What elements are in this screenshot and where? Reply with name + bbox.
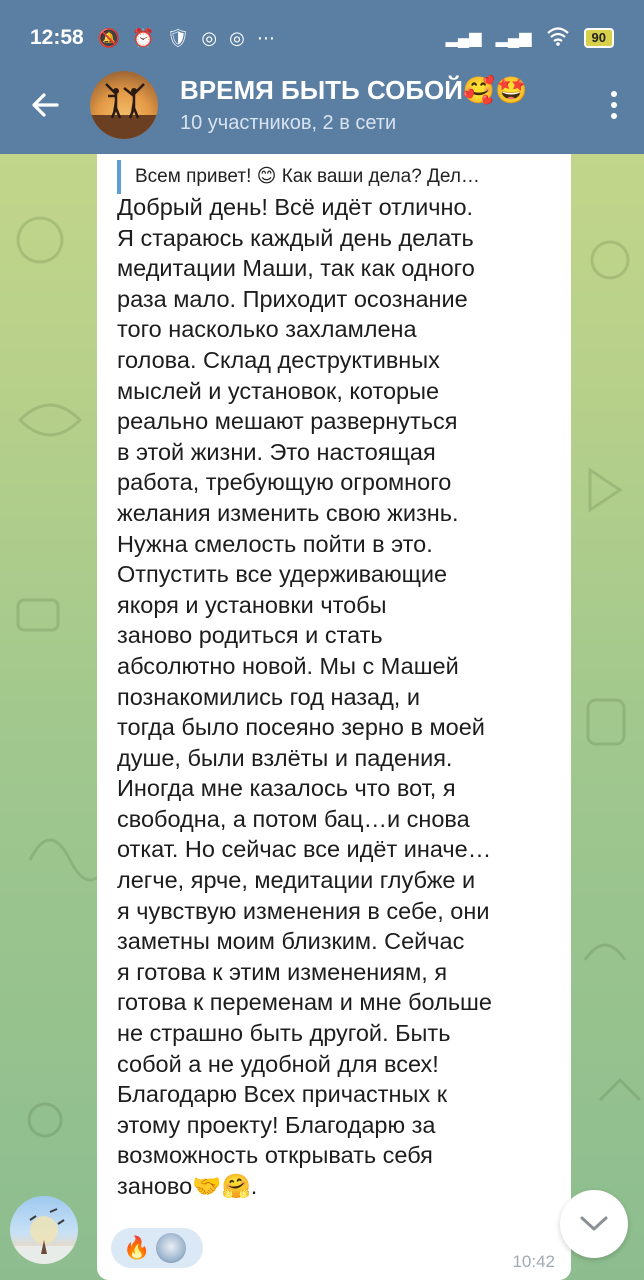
mute-icon: 🔕: [97, 27, 121, 48]
arrow-left-icon: [30, 90, 60, 120]
alarm-icon: ⏰: [132, 27, 155, 48]
more-menu-button[interactable]: [584, 91, 644, 119]
scroll-down-button[interactable]: [560, 1190, 628, 1258]
status-notification-icons: [98, 28, 275, 49]
chevron-down-icon: [578, 1214, 610, 1234]
chat-title: ВРЕМЯ БЫТЬ СОБОЙ🥰🤩: [180, 75, 528, 105]
message-time: 10:42: [512, 1252, 555, 1271]
sender-avatar[interactable]: [10, 1196, 78, 1264]
fire-reaction-icon: 🔥: [123, 1235, 151, 1260]
shield-icon: 🛡: [166, 27, 190, 48]
more-notifications-icon: ⋯: [256, 27, 275, 48]
reply-preview[interactable]: Всем привет! 😊 Как ваши дела? Дел…: [117, 160, 561, 194]
message-text: Добрый день! Всё идёт отлично. Я стараюсь каждый день делать медитации Маши, так как одного раза мало. Приходит осознание того насколько захламлена голова. Склад деструктивных мыслей и установок, которые реально мешают развернуться в этой жизни. Это настоящая работа, требующую огромного желания изменить свою жизнь. Нужна смелость пойти в это. Отпустить все удерживающие якоря и установки чтобы заново родиться и стать абсолютно новой. Мы с Машей познакомились год назад, и тогда было посеяно зерно в моей душе, были взлёты и падения. Иногда мне казалось что вот, я свободна, а потом бац…и снова откат. Но сейчас все идёт иначе… легче, ярче, медитации глубже и я чувствую изменения в себе, они заметны моим близким. Сейчас я готова к этим изменениям, я готова к переменам и мне больше не страшно быть другой. Быть собой а не удобной для всех! Благодарю Всех причастных к этому проекту! Благодарю за возможность открывать себя заново🤝🤗.: [117, 194, 492, 1199]
message-bubble[interactable]: [97, 154, 571, 1280]
reaction-badge[interactable]: [111, 1228, 203, 1268]
instagram-icon: ◎: [229, 27, 245, 48]
more-vertical-icon: [611, 91, 617, 97]
more-vertical-icon-dot: [611, 113, 617, 119]
chat-title-block[interactable]: [180, 75, 584, 135]
wifi-icon: [546, 26, 570, 51]
back-button[interactable]: [0, 56, 90, 154]
chat-header: [0, 56, 644, 154]
group-avatar[interactable]: [90, 71, 158, 139]
reactor-avatar: [156, 1233, 186, 1263]
signal-icon: ▂▄▆: [445, 30, 482, 47]
status-time: 12:58: [30, 26, 84, 49]
battery-icon: 90: [584, 28, 614, 48]
signal-icon: ▂▄▆: [495, 30, 532, 47]
chat-subtitle: 10 участников, 2 в сети: [180, 112, 397, 134]
status-system-icons: [446, 26, 614, 51]
more-vertical-icon-dot: [611, 102, 617, 108]
instagram-icon: ◎: [201, 27, 218, 48]
